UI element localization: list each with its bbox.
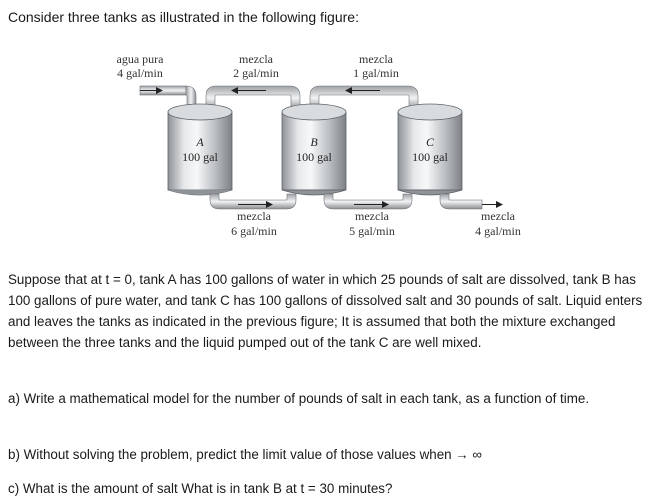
pipe-ab-bottom-label-line2: 6 gal/min — [231, 224, 277, 238]
pipe-bc-bottom-label-line1: mezcla — [355, 209, 389, 223]
outflow-arrow — [496, 201, 503, 208]
intro-text: Consider three tanks as illustrated in the following figure: — [8, 9, 359, 25]
inflow-label-line1: agua pura — [116, 52, 164, 66]
pipe-a-to-b-bottom — [210, 194, 296, 209]
pipe-bc-top-label-line2: 1 gal/min — [353, 66, 399, 80]
tank-a — [168, 104, 232, 195]
tank-a-letter: A — [196, 135, 204, 149]
outflow-label-line1: mezcla — [481, 209, 515, 223]
question-b: b) Without solving the problem, predict the limit value of those values when → ∞ — [8, 447, 482, 462]
tank-b — [282, 104, 346, 195]
pipe-ab-top-label-line2: 2 gal/min — [233, 66, 279, 80]
inflow-label-line2: 4 gal/min — [117, 66, 163, 80]
tank-c — [398, 104, 462, 195]
tank-b-volume: 100 gal — [296, 150, 332, 164]
question-c: c) What is the amount of salt What is in tank B at t = 30 minutes? — [8, 481, 393, 496]
pipe-bc-top-label-line1: mezcla — [359, 52, 393, 66]
three-tanks-figure — [110, 44, 550, 250]
problem-paragraph: Suppose that at t = 0, tank A has 100 gallons of water in which 25 pounds of salt are dissolved, tank B has 100 gallons of pure water, and tank C has 100 gallons of dissolved salt and 30 pounds of salt. Liquid enters and leaves the tanks as indicated in the previous figure; It is assumed that both the mixture exchanged between the three tanks and the liquid pumped out of the tank C are well mixed. — [8, 272, 643, 350]
question-a: a) Write a mathematical model for the number of pounds of salt in each tank, as a function of time. — [8, 391, 590, 406]
outflow-pipe — [440, 194, 482, 209]
tank-a-volume: 100 gal — [182, 150, 218, 164]
tank-c-volume: 100 gal — [412, 150, 448, 164]
outflow-label-line2: 4 gal/min — [475, 224, 521, 238]
tank-c-letter: C — [425, 135, 435, 149]
tank-b-letter: B — [310, 135, 318, 149]
pipe-b-to-c-bottom — [324, 194, 412, 209]
pipe-bc-bottom-label-line2: 5 gal/min — [349, 224, 395, 238]
pipe-ab-top-label-line1: mezcla — [239, 52, 273, 66]
pipe-ab-bottom-label-line1: mezcla — [237, 209, 271, 223]
